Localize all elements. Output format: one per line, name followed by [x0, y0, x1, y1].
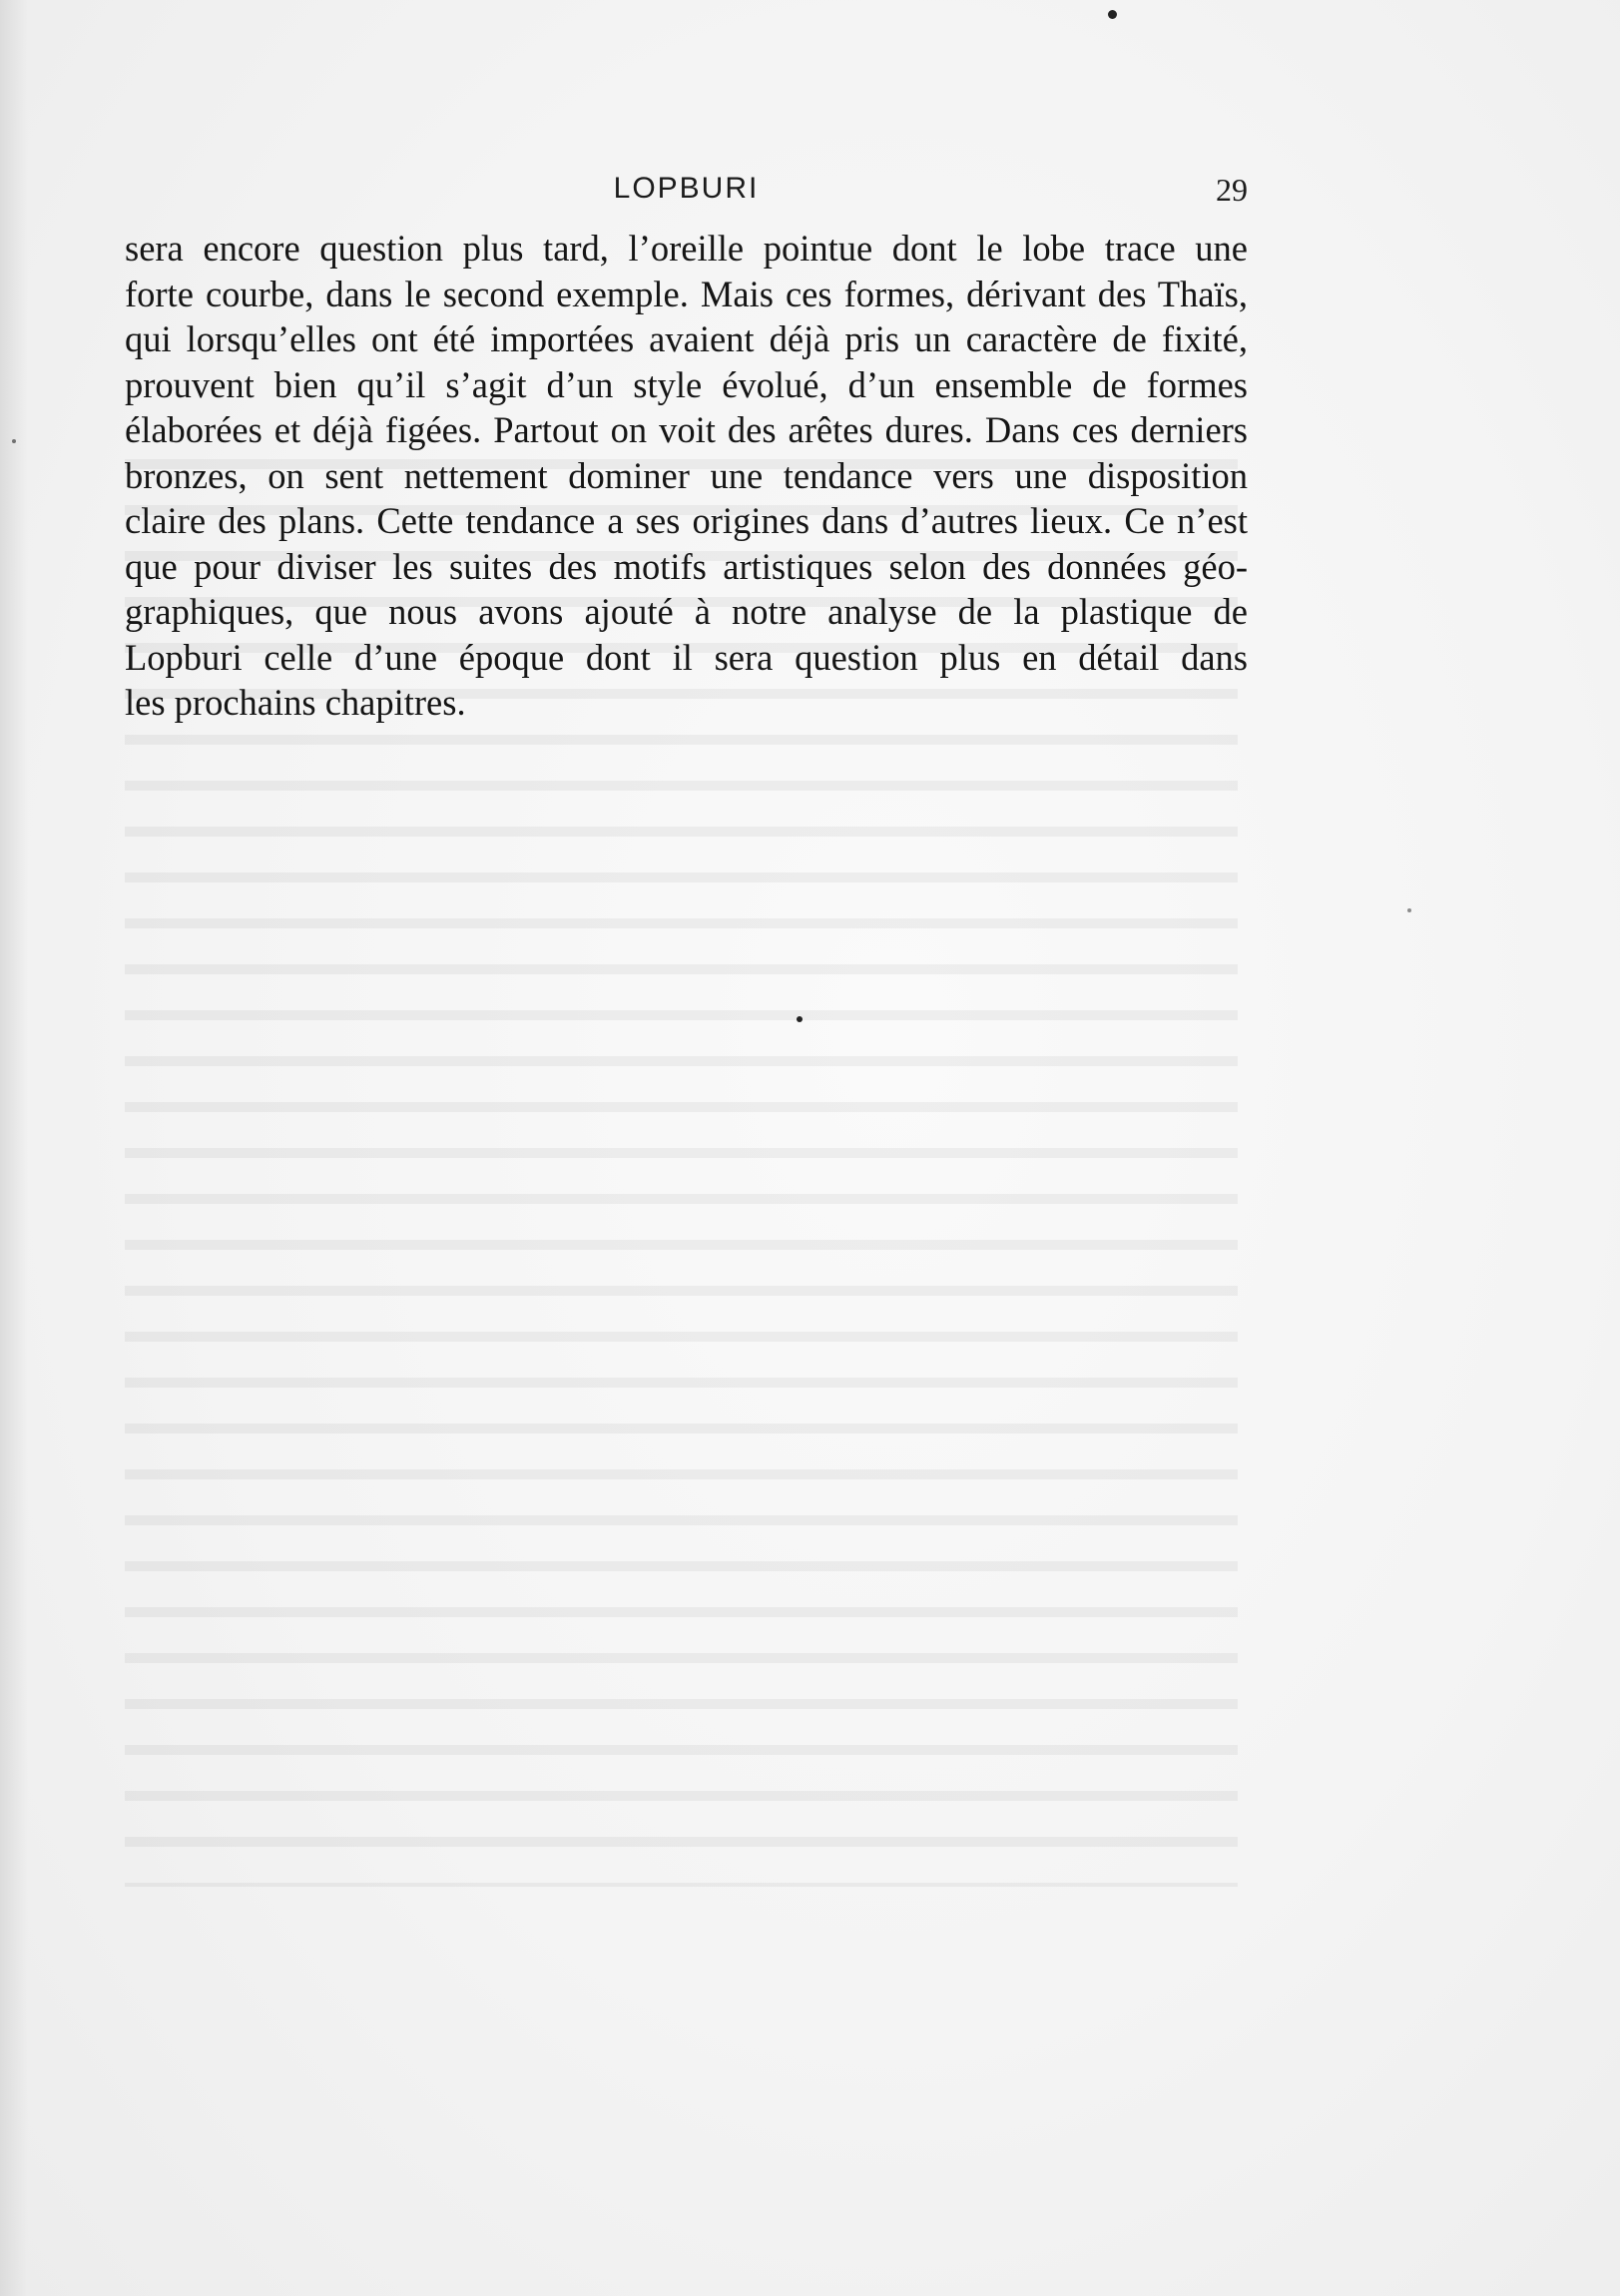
text-line: que pour diviser les suites des motifs artistiques selon des données géo-	[125, 545, 1248, 587]
dust-speck	[1407, 908, 1411, 912]
text-line: forte courbe, dans le second exemple. Mais ces formes, dérivant des Thaïs,	[125, 273, 1248, 314]
scan-edge-shadow	[0, 0, 28, 2296]
text-line: bronzes, on sent nettement dominer une tendance vers une disposition	[125, 454, 1248, 496]
text-line: qui lorsqu’elles ont été importées avaient déjà pris un caractère de fixité,	[125, 318, 1248, 359]
text-line: Lopburi celle d’une époque dont il sera question plus en détail dans	[125, 636, 1248, 678]
text-line: prouvent bien qu’il s’agit d’un style évolué, d’un ensemble de formes	[125, 363, 1248, 405]
text-line: sera encore question plus tard, l’oreille pointue dont le lobe trace une	[125, 228, 1248, 269]
page-number: 29	[1216, 172, 1248, 208]
text-line: claire des plans. Cette tendance a ses origines dans d’autres lieux. Ce n’est	[125, 500, 1248, 541]
text-line: élaborées et déjà figées. Partout on voit des arêtes dures. Dans ces derniers	[125, 409, 1248, 450]
dust-speck	[797, 1016, 803, 1022]
running-title: LOPBURI	[613, 172, 760, 205]
dust-speck	[1108, 10, 1117, 19]
text-line: graphiques, que nous avons ajouté à notre analyse de la plastique de	[125, 591, 1248, 632]
running-head	[125, 172, 1248, 220]
dust-speck	[12, 439, 16, 443]
text-line-last: les prochains chapitres.	[125, 682, 466, 723]
body-paragraph	[125, 226, 1248, 726]
